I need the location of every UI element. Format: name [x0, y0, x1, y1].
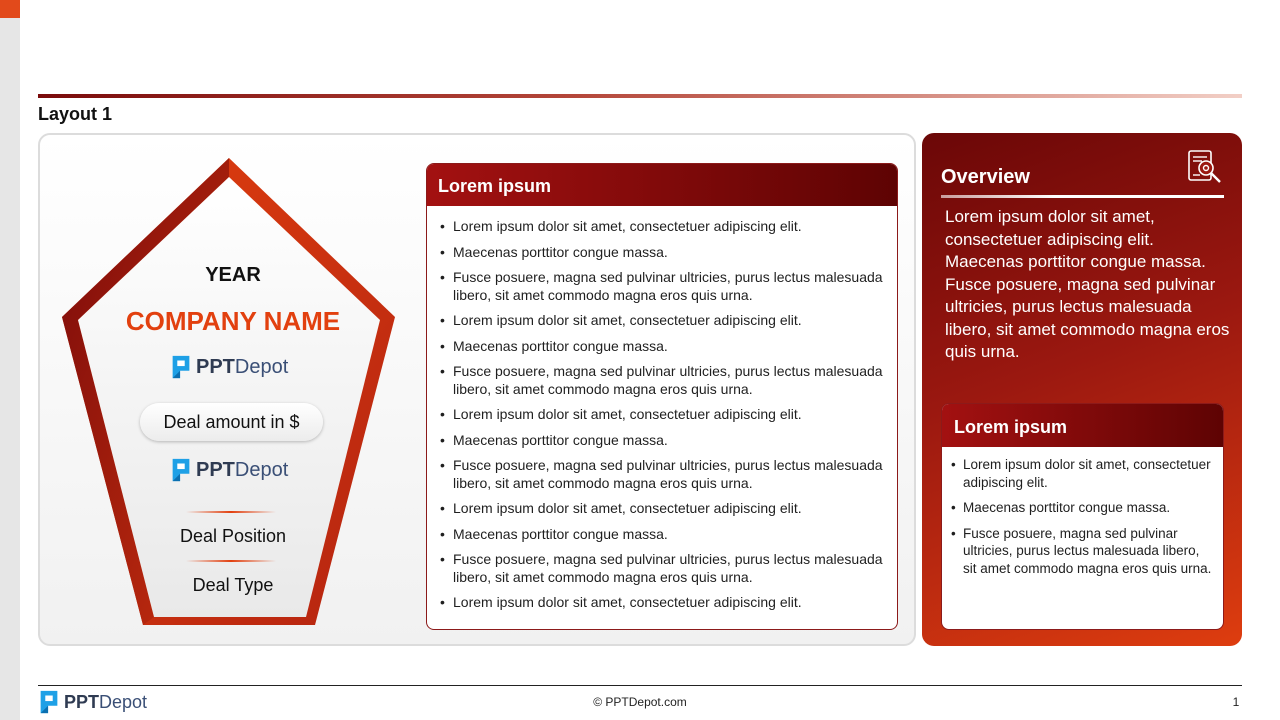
main-content-card — [426, 163, 898, 630]
pentagon-divider — [186, 511, 276, 513]
list-item: • Fusce posuere, magna sed pulvinar ultricies, purus lectus malesuada libero, sit amet commodo magna eros quis urna. — [950, 525, 1213, 578]
list-item: • Lorem ipsum dolor sit amet, consectetuer adipiscing elit. — [437, 594, 883, 612]
list-item: • Lorem ipsum dolor sit amet, consectetuer adipiscing elit. — [437, 500, 883, 518]
pentagon-year: YEAR — [205, 264, 261, 286]
pentagon-company-name: COMPANY NAME — [125, 306, 341, 336]
footer-logo — [38, 689, 147, 715]
deal-position: Deal Position — [179, 526, 287, 546]
logo-rest-text: Depot — [234, 458, 289, 481]
pptdepot-logo-icon — [170, 457, 192, 483]
logo-rest-text: Depot — [99, 691, 148, 712]
pentagon-frame — [58, 155, 400, 630]
list-item: • Maecenas porttitor congue massa. — [437, 338, 883, 356]
pptdepot-logo-icon — [170, 354, 192, 380]
list-item: • Fusce posuere, magna sed pulvinar ultricies, purus lectus malesuada libero, sit amet commodo magna eros quis urna. — [437, 551, 883, 586]
deal-amount-pill: Deal amount in $ — [140, 403, 323, 441]
main-card-title: Lorem ipsum — [427, 164, 897, 206]
overview-card-list — [942, 447, 1223, 577]
logo-rest-text: Depot — [234, 355, 289, 378]
list-item: • Lorem ipsum dolor sit amet, consectetuer adipiscing elit. — [437, 312, 883, 330]
pptdepot-logo-icon — [38, 689, 60, 715]
main-card-list — [427, 206, 897, 612]
overview-card — [941, 403, 1224, 630]
list-item: • Maecenas porttitor congue massa. — [437, 432, 883, 450]
list-item: • Fusce posuere, magna sed pulvinar ultricies, purus lectus malesuada libero, sit amet commodo magna eros quis urna. — [437, 457, 883, 492]
overview-title: Overview — [941, 166, 1030, 188]
left-margin-strip — [0, 0, 20, 720]
corner-accent — [0, 0, 20, 18]
list-item: • Maecenas porttitor congue massa. — [437, 244, 883, 262]
overview-underline — [941, 195, 1224, 198]
copyright-text: © PPTDepot.com — [593, 695, 687, 709]
document-search-icon — [1186, 149, 1224, 187]
overview-text: Lorem ipsum dolor sit amet, consectetuer adipiscing elit. Maecenas porttitor congue massa. Fusce posuere, magna sed pulvinar ultricies, purus lectus malesuada libero, sit amet commodo magna eros quis urna. — [945, 207, 1230, 361]
pentagon-logo-1 — [170, 354, 288, 380]
logo-strong-text: PPT — [196, 355, 235, 378]
list-item: • Maecenas porttitor congue massa. — [950, 499, 1213, 517]
pentagon-divider — [186, 560, 276, 562]
list-item: • Lorem ipsum dolor sit amet, consectetuer adipiscing elit. — [437, 406, 883, 424]
title-underline — [38, 94, 1242, 98]
pentagon-logo-2 — [170, 457, 288, 483]
list-item: • Lorem ipsum dolor sit amet, consectetuer adipiscing elit. — [437, 218, 883, 236]
list-item: • Lorem ipsum dolor sit amet, consectetuer adipiscing elit. — [950, 456, 1213, 491]
list-item: • Maecenas porttitor congue massa. — [437, 526, 883, 544]
page-number: 1 — [1232, 695, 1240, 709]
logo-strong-text: PPT — [64, 691, 100, 712]
deal-type: Deal Type — [192, 575, 274, 595]
slide-title: Layout 1 — [38, 104, 113, 124]
logo-strong-text: PPT — [196, 458, 235, 481]
overview-card-title: Lorem ipsum — [942, 404, 1223, 447]
list-item: • Fusce posuere, magna sed pulvinar ultricies, purus lectus malesuada libero, sit amet commodo magna eros quis urna. — [437, 269, 883, 304]
list-item: • Fusce posuere, magna sed pulvinar ultricies, purus lectus malesuada libero, sit amet commodo magna eros quis urna. — [437, 363, 883, 398]
footer-divider — [38, 685, 1242, 686]
